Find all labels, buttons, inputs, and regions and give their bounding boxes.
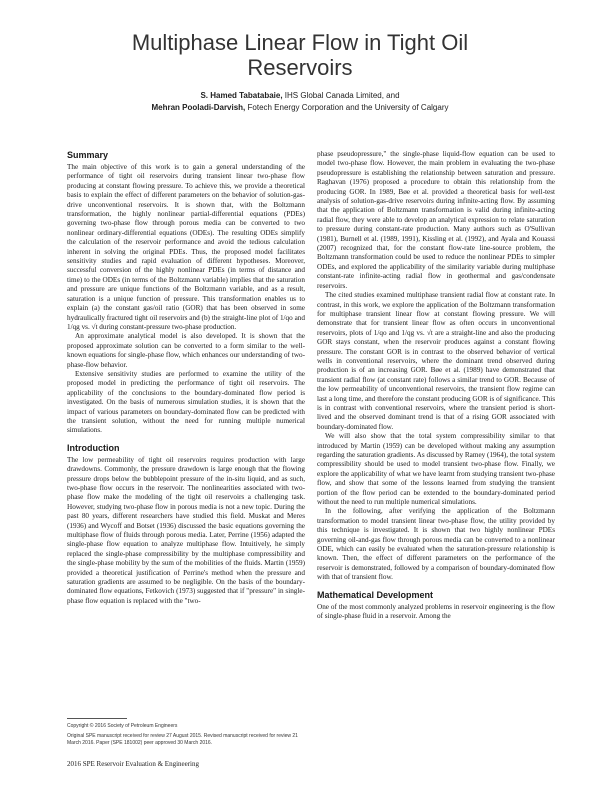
right-paragraph-1: phase pseudopressure," the single-phase liquid-flow equation can be used to model two-phase flow. However, the main problem in evaluating the two-phase pseudopressure is establishing the relationship between saturation and pressure. Raghavan (1976) proposed a procedure to obtain this relationship from the producing GOR. In 1989, Bøe et al. provided a theoretical basis for well-test analysis of solution-gas-drive reservoirs during infinite-acting flow. By assuming that the application of Boltzmann transformation is valid during infinite-acting radial flow, they were able to develop an analytical expression to relate saturation to pressure during constant-rate production. Many authors such as O'Sullivan (1981), Burnell et al. (1989, 1991), Kissling et al. (1992), and Ayala and Kouassi (2007) recognized that, for the constant flow-rate line-source problem, the Boltzmann transformation could be used to reduce the nonlinear PDEs to simpler ODEs, and explored the applicability of the similarity variable during multiphase constant-rate infinite-acting radial flow in geothermal and gas/condensate reservoirs. bbox=[317, 150, 555, 290]
footnote-block bbox=[67, 718, 305, 750]
paper-title bbox=[0, 30, 600, 80]
summary-paragraph-2: An approximate analytical model is also developed. It is shown that the proposed approximate solution can be converted to a form similar to the well-known equations for single-phase flow, which enhances our understanding of two-phase-flow behavior. bbox=[67, 332, 305, 369]
math-development-heading: Mathematical Development bbox=[317, 589, 434, 600]
footnote-rule bbox=[67, 718, 127, 719]
copyright-notice: Copyright © 2016 Society of Petroleum Engineers bbox=[67, 723, 178, 729]
author-2-name: Mehran Pooladi-Darvish, bbox=[151, 103, 246, 112]
right-paragraph-4: In the following, after verifying the application of the Boltzmann transformation to model transient linear two-phase flow, the utility provided by this technique is investigated. It is shown that two highly nonlinear PDEs governing oil-and-gas flow through porous media can be converted to a nonlinear ODE, which can easily be evaluated when the saturation-pressure relationship is known. Then, the effect of different parameters on the performance of the reservoir is demonstrated, followed by a comparison of boundary-dominated flow with that of transient flow. bbox=[317, 507, 555, 582]
summary-paragraph-1: The main objective of this work is to gain a general understanding of the performance of tight oil reservoirs during transient linear two-phase flow producing at constant flowing pressure. To achieve this, we provide a theoretical basis to explain the effect of different parameters on the behavior of solution-gas-drive unconventional reservoirs. It is shown that, with the Boltzmann transformation, the highly nonlinear partial-differential equations (PDEs) governing two-phase flow through porous media can be converted to two nonlinear ordinary-differential equations (ODEs). The resulting ODEs simplify the calculation of the reservoir performance and avoid the tedious calculation inherent in solving the original PDEs. Thus, the proposed model facilitates sensitivity studies and rapid evaluation of different hypotheses. Moreover, successful conversion of the highly nonlinear PDEs (in terms of distance and time) to the ODEs (in terms of the Boltzmann variable) implies that the saturation and pressure are unique functions of the Boltzmann variable, and as a result, saturation is a unique function of pressure. This transformation enables us to explain (a) the constant gas/oil ratio (GOR) that has been observed in some hydraulically fractured tight oil reservoirs and (b) the straight-line plot of 1/qo and 1/qg vs. √t during constant-pressure two-phase production. bbox=[67, 163, 305, 331]
left-column bbox=[67, 150, 305, 606]
right-paragraph-3: We will also show that the total system compressibility similar to that introduced by Martin (1959) can be developed without making any assumption regarding the saturation gradients. As discussed by Ramey (1964), the total system compressibility should be used to model transient two-phase flow. Finally, we explore the applicability of what we have learnt from studying transient two-phase flow, and show that some of the lessons learned from studying the transient portion of the flow period can be extended to the boundary-dominated period without the need to run multiple numerical simulations. bbox=[317, 432, 555, 507]
title-line-1: Multiphase Linear Flow in Tight Oil bbox=[131, 30, 469, 55]
author-1 bbox=[0, 90, 600, 102]
author-block bbox=[0, 90, 600, 114]
right-column bbox=[317, 150, 555, 622]
summary-heading: Summary bbox=[67, 150, 109, 160]
author-1-name: S. Hamed Tabatabaie, bbox=[200, 91, 283, 100]
author-2 bbox=[0, 102, 600, 114]
math-paragraph-1: One of the most commonly analyzed problems in reservoir engineering is the flow of single-phase fluid in a reservoir. Among the bbox=[317, 602, 555, 621]
introduction-heading: Introduction bbox=[67, 442, 120, 453]
author-2-affiliation: Fotech Energy Corporation and the University of Calgary bbox=[245, 103, 449, 112]
manuscript-note: Original SPE manuscript received for review 27 August 2015. Revised manuscript received for review 21 March 2016. Paper (SPE 181002) peer approved 30 March 2016. bbox=[67, 733, 298, 746]
introduction-paragraph-1: The low permeability of tight oil reservoirs requires production with large drawdowns. Commonly, the pressure drawdown is large enough that the flowing pressure drops below the bubblepoint pressure of the in-situ liquid, and as such, two-phase flow occurs in the reservoir. The nonlinearities associated with two-phase flow make the modeling of the tight oil reservoirs a challenging task. However, studying two-phase flow in porous media is not a new topic. During the past 80 years, different researchers have studied this field. Muskat and Meres (1936) and Wycoff and Botset (1936) discussed the basic equations governing the multiphase flow of fluids through porous media. Later, Perrine (1956) adapted the single-phase flow equation to analyze multiphase flow. Intuitively, he simply replaced the single-phase compressibility by the multiphase compressibility and the single-phase mobility by the sum of the mobilities of the fluids. Martin (1959) provided a theoretical justification of Perrine's method when the pressure and saturation gradients are assumed to be negligible. On the basis of the boundary-dominated flow equations, Fetkovich (1973) suggested that if "pressure" in single-phase flow equation is replaced with the "two- bbox=[67, 455, 305, 605]
author-1-affiliation: IHS Global Canada Limited, and bbox=[282, 91, 400, 100]
running-footer: 2016 SPE Reservoir Evaluation & Engineering bbox=[67, 760, 200, 768]
summary-paragraph-3: Extensive sensitivity studies are performed to examine the utility of the proposed model in predicting the performance of tight oil reservoirs. The applicability of the conclusions to the boundary-dominated flow period is investigated. On the basis of numerous simulation studies, it is shown that the impact of various parameters on boundary-dominated flow can be predicted with the transient solution, without the need for running multiple numerical simulations. bbox=[67, 369, 305, 435]
title-line-2: Reservoirs bbox=[247, 55, 353, 80]
right-paragraph-2: The cited studies examined multiphase transient radial flow at constant rate. In contrast, in this work, we explore the application of the Boltzmann transformation for multiphase transient linear flow at constant flowing pressure. We will demonstrate that for transient linear flow as often occurs in unconventional reservoirs, plots of 1/qo and 1/qg vs. √t are a straight-line and also the producing GOR stays constant, when the reservoir produces against a constant flowing pressure. The constant GOR is in contrast to the observed behavior of vertical wells in conventional reservoirs, where the dominant trend observed during production is of an increasing GOR. Bøe et al. (1989) have demonstrated that transient radial flow (at constant rate) follows a similar trend to GOR. Because of the low permeability of unconventional reservoirs, the transient flow regime can last a long time, and therefore the constant producing GOR is of significance. This is in contrast with conventional reservoirs, where the transient period is short-lived and the observed dominant trend is that of a rising GOR associated with boundary-dominated flow. bbox=[317, 291, 555, 431]
